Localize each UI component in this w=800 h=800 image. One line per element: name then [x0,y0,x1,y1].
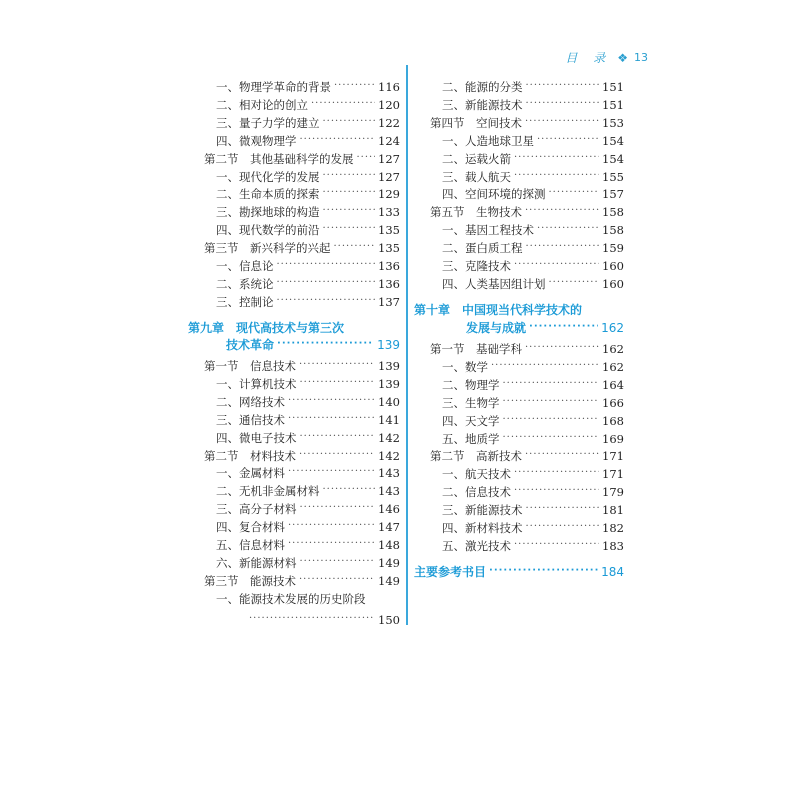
toc-entry-title: 一、能源技术发展的历史阶段 [216,592,366,606]
toc-entry-title: 第十章 中国现当代科学技术的 [414,303,583,317]
column-divider [406,65,408,625]
toc-page-number: 149 [378,573,400,588]
toc-page-number: 151 [602,80,624,94]
toc-item-row[interactable] [216,219,400,237]
dot-leader [529,320,598,334]
toc-section-row[interactable] [430,112,624,130]
toc-entry-title: 一、基因工程技术 [442,223,534,238]
toc-page-number: 183 [602,538,624,553]
toc-page-number: 136 [378,276,400,291]
toc-page-number: 162 [601,321,624,335]
toc-item-row[interactable] [216,462,400,480]
dot-leader [288,412,375,426]
dot-leader [526,97,600,111]
dot-leader [503,431,600,445]
toc-entry-title: 二、无机非金属材料 [216,484,320,499]
toc-page-number: 182 [602,521,624,535]
dot-leader [300,376,376,390]
dot-leader [300,501,376,515]
toc-entry-title: 二、相对论的创立 [216,97,308,112]
toc-page-number: 139 [377,338,400,352]
toc-entry-title: 三、载人航天 [442,169,511,184]
toc-item-row[interactable] [442,148,624,166]
dot-leader [300,133,376,147]
toc-page-number: 142 [378,430,400,445]
dot-leader [249,612,375,626]
toc-page-number: 160 [602,276,624,291]
toc-entry-title: 第一节 信息技术 [204,359,296,373]
toc-entry-title: 技术革命 [226,338,275,352]
toc-page-number: 120 [378,97,400,112]
toc-page-number: 133 [378,205,400,220]
toc-entry-title: 三、新能源技术 [442,503,523,518]
toc-item-row[interactable] [442,428,624,446]
toc-section-row[interactable] [430,338,624,356]
toc-entry-title: 一、现代化学的发展 [216,169,320,184]
toc-page-number: 147 [378,520,400,535]
dot-leader [288,394,375,408]
dot-leader [526,79,600,93]
toc-page-number: 150 [378,613,400,627]
toc-page-number: 139 [378,376,400,391]
dot-leader [334,240,376,254]
toc-item-row[interactable] [442,166,624,184]
dot-leader [514,258,599,272]
toc-page-number: 116 [378,80,400,94]
toc-page-number: 137 [378,294,400,309]
toc-entry-title: 三、勘探地球的构造 [216,205,320,220]
toc-entry-title: 四、人类基因组计划 [442,276,546,291]
toc-entry-title: 一、数学 [442,359,488,374]
dot-leader [300,555,376,569]
toc-entry-title: 二、系统论 [216,276,274,291]
dot-leader [537,133,599,147]
toc-entry-title: 二、能源的分类 [442,80,523,94]
toc-item-row[interactable] [216,112,400,130]
toc-entry-title: 五、地质学 [442,431,500,446]
dot-leader [503,377,600,391]
toc-entry-title: 一、航天技术 [442,467,511,482]
toc-page-number: 140 [378,394,400,409]
header-title: 目 录 [565,51,612,65]
toc-entry-title: 四、新材料技术 [442,521,523,535]
toc-section-row[interactable] [204,355,400,373]
toc-item-row[interactable] [216,291,400,309]
page-header [565,49,648,66]
toc-entry-title: 一、金属材料 [216,466,285,481]
toc-page-number: 146 [378,502,400,517]
toc-entry-title: 二、生命本质的探索 [216,187,320,202]
toc-item-row[interactable] [442,517,624,535]
dot-leader [299,448,375,462]
toc-entry-title: 四、复合材料 [216,520,285,535]
toc-item-row[interactable] [442,463,624,481]
dot-leader [323,483,376,497]
toc-page-number: 124 [378,133,400,148]
toc-section-row[interactable] [204,445,400,463]
toc-item-row[interactable] [442,94,624,112]
dot-leader [537,222,599,236]
toc-page-number: 157 [602,187,624,202]
toc-item-row[interactable] [216,183,400,201]
toc-section-row[interactable] [204,570,400,588]
dot-leader [526,240,600,254]
toc-entry-title: 四、微电子技术 [216,430,297,445]
dot-leader [514,169,599,183]
toc-page-number: 136 [378,259,400,273]
dot-leader [288,519,375,533]
toc-entry-title: 一、信息论 [216,259,274,273]
toc-entry-title: 三、生物学 [442,395,500,410]
toc-page-number: 158 [602,223,624,238]
toc-page-number: 171 [602,449,624,464]
dot-leader [491,359,599,373]
toc-entry-title: 第五节 生物技术 [430,205,522,220]
toc-entry-title: 第一节 基础学科 [430,342,522,356]
dot-leader [525,341,599,355]
toc-page-number: 158 [602,205,624,220]
toc-page-number: 139 [378,359,400,373]
toc-section-row[interactable] [430,201,624,219]
toc-entry-title: 四、现代数学的前沿 [216,223,320,238]
dot-leader [323,169,376,183]
dot-leader [526,502,600,516]
book-icon: ❖ [617,50,628,65]
toc-entry-title: 第二节 高新技术 [430,449,522,464]
toc-item-row[interactable] [442,535,624,553]
toc-entry-title: 三、控制论 [216,294,274,309]
dot-leader [525,204,599,218]
toc-page-number: 143 [378,484,400,499]
dot-leader [549,186,600,200]
toc-page-number: 166 [602,395,624,410]
toc-item-row[interactable] [216,516,400,534]
toc-item-row[interactable] [442,499,624,517]
toc-entry-title: 三、高分子材料 [216,502,297,517]
toc-item-row[interactable] [216,76,400,94]
toc-item-row[interactable] [442,183,624,201]
toc-page-number: 135 [378,223,400,238]
dot-leader [503,413,600,427]
toc-page-number: 129 [378,187,400,202]
dot-leader [277,337,374,351]
toc-entry-title: 第二节 其他基础科学的发展 [204,151,354,166]
toc-page-number: 179 [602,485,624,500]
toc-item-row[interactable] [442,374,624,392]
toc-entry-title: 一、计算机技术 [216,376,297,391]
toc-entry-title: 第二节 材料技术 [204,448,296,463]
toc-page-number: 149 [378,555,400,570]
toc-entry-title: 第四节 空间技术 [430,115,522,130]
page-number: 13 [634,51,648,64]
toc-page-number: 169 [602,431,624,446]
dot-leader [323,222,376,236]
dot-leader [323,204,376,218]
dot-leader [489,564,598,578]
toc-page-number: 171 [602,467,624,482]
toc-page-number: 127 [378,169,400,184]
toc-item-row[interactable] [442,237,624,255]
toc-item-row[interactable] [442,410,624,428]
toc-section-row[interactable] [204,237,400,255]
dot-leader [277,258,376,272]
toc-item-row[interactable] [216,130,400,148]
toc-item-row[interactable] [442,392,624,410]
toc-item-row[interactable] [442,219,624,237]
toc-entry-title: 第三节 新兴科学的兴起 [204,241,331,256]
toc-item-row[interactable] [442,481,624,499]
toc-entry-title: 二、蛋白质工程 [442,241,523,256]
toc-page-number: 127 [378,151,400,166]
toc-chapter-row[interactable] [414,561,624,579]
toc-page-number: 153 [602,115,624,130]
dot-leader [299,573,375,587]
dot-leader [526,520,600,534]
toc-item-row[interactable] [442,130,624,148]
toc-page-number: 154 [602,133,624,148]
toc-page-number: 143 [378,466,400,481]
toc-item-row[interactable] [216,534,400,552]
toc-entry-title: 发展与成就 [466,321,527,335]
toc-item-row[interactable] [442,356,624,374]
dot-leader [525,448,599,462]
toc-page-number: 142 [378,448,400,463]
dot-leader [299,358,375,372]
dot-leader [503,395,600,409]
dot-leader [311,97,375,111]
toc-item-row[interactable] [442,255,624,273]
toc-page-number: 122 [378,115,400,130]
toc-entry-title: 二、运载火箭 [442,151,511,166]
toc-item-row[interactable] [216,552,400,570]
toc-item-row[interactable] [216,201,400,219]
toc-item-row[interactable] [216,409,400,427]
toc-entry-title: 三、量子力学的建立 [216,115,320,130]
toc-item-row[interactable] [216,273,400,291]
dot-leader [323,115,376,129]
toc-section-row[interactable] [430,445,624,463]
toc-entry-title: 一、人造地球卫星 [442,133,534,148]
toc-entry-title: 一、物理学革命的背景 [216,80,331,94]
toc-entry-title: 二、物理学 [442,377,500,392]
toc-chapter-row[interactable] [414,299,624,317]
toc-entry-title: 六、新能源材料 [216,555,297,570]
toc-page-number: 141 [378,412,400,427]
toc-page-number: 184 [601,565,624,579]
dot-leader [277,276,376,290]
dot-leader [300,430,376,444]
toc-page-number: 135 [378,241,400,256]
dot-leader [549,276,600,290]
toc-section-row[interactable] [204,148,400,166]
dot-leader [514,484,599,498]
toc-entry-title: 主要参考书目 [414,565,487,579]
toc-item-row[interactable] [216,498,400,516]
dot-leader [514,538,599,552]
toc-entry-title: 三、克隆技术 [442,259,511,273]
dot-leader [288,537,375,551]
toc-item-row[interactable] [216,255,400,273]
toc-item-row[interactable] [246,609,400,627]
toc-entry-title: 三、通信技术 [216,412,285,427]
toc-entry-title: 二、网络技术 [216,394,285,409]
toc-chapter-row[interactable] [226,334,400,352]
dot-leader [323,186,376,200]
toc-item-row[interactable] [216,94,400,112]
dot-leader [277,294,376,308]
toc-page-number: 159 [602,241,624,256]
toc-page-number: 151 [602,97,624,112]
toc-item-row[interactable] [216,588,400,606]
toc-chapter-row[interactable] [188,317,400,335]
toc-entry-title: 四、天文学 [442,413,500,428]
toc-entry-title: 第三节 能源技术 [204,573,296,588]
toc-item-row[interactable] [216,391,400,409]
toc-entry-title: 五、激光技术 [442,538,511,553]
toc-page-number: 154 [602,151,624,166]
toc-page-number: 162 [602,342,624,356]
toc-entry-title: 三、新能源技术 [442,97,523,112]
dot-leader [514,466,599,480]
dot-leader [514,151,599,165]
dot-leader [525,115,599,129]
toc-page-number: 160 [602,259,624,273]
toc-entry-title: 四、空间环境的探测 [442,187,546,202]
toc-page-number: 181 [602,503,624,518]
toc-item-row[interactable] [442,76,624,94]
toc-entry-title: 五、信息材料 [216,538,285,552]
toc-item-row[interactable] [216,166,400,184]
toc-item-row[interactable] [216,480,400,498]
toc-page-number: 168 [602,413,624,428]
toc-chapter-row[interactable] [466,317,624,335]
toc-page-number: 164 [602,377,624,392]
toc-item-row[interactable] [216,373,400,391]
toc-entry-title: 第九章 现代高技术与第三次 [188,321,345,335]
toc-entry-title: 二、信息技术 [442,485,511,500]
toc-page-number: 155 [602,169,624,184]
dot-leader [334,79,375,93]
toc-item-row[interactable] [216,427,400,445]
dot-leader [288,465,375,479]
toc-entry-title: 四、微观物理学 [216,133,297,148]
dot-leader [357,151,376,165]
toc-item-row[interactable] [442,273,624,291]
toc-page-number: 148 [378,538,400,552]
toc-page-number: 162 [602,359,624,374]
